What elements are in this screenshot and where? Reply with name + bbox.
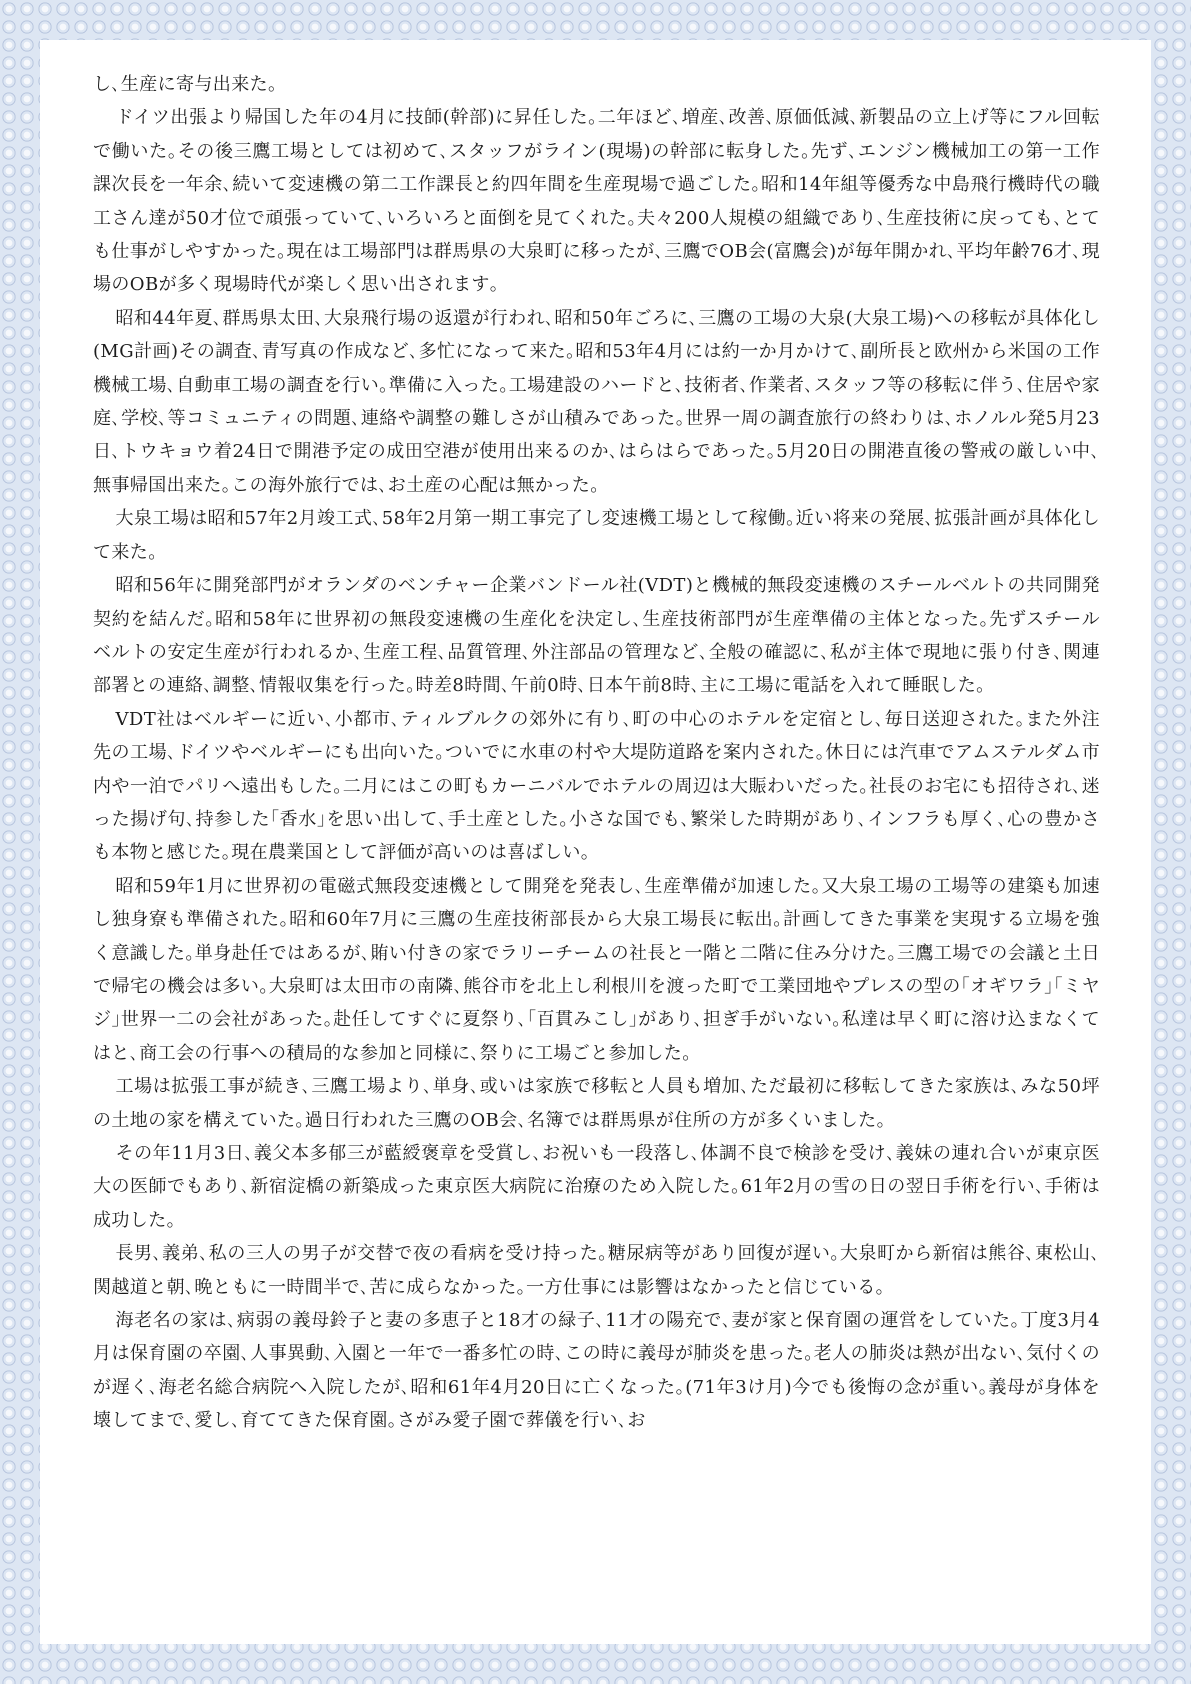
paragraph: 工場は拡張工事が続き､三鷹工場より､単身､或いは家族で移転と人員も増加､ただ最初に移転してきた家族は､みな50坪の土地の家を構えていた｡過日行われた三鷹のOB会､名簿では群馬県が住所の方が多くいました｡ <box>93 1076 1100 1131</box>
paragraph: 長男､義弟､私の三人の男子が交替で夜の看病を受け持った｡糖尿病等があり回復が遅い｡大泉町から新宿は熊谷､東松山､関越道と朝､晩ともに一時間半で､苦に成らなかった｡一方仕事には影響はなかったと信じている｡ <box>93 1243 1100 1298</box>
paragraph: 昭和44年夏､群馬県太田､大泉飛行場の返還が行われ､昭和50年ごろに､三鷹の工場の大泉(大泉工場)への移転が具体化し(MG計画)その調査､青写真の作成など､多忙になって来た｡昭和53年4月には約一か月かけて､副所長と欧州から米国の工作機械工場､自動車工場の調査を行い｡準備に入った｡工場建設のハードと､技術者､作業者､スタッフ等の移転に伴う､住居や家庭､学校､等コミュニティの問題､連絡や調整の難しさが山積みであった｡世界一周の調査旅行の終わりは､ホノルル発5月23日､トウキョウ着24日で開港予定の成田空港が使用出来るのか､はらはらであった｡5月20日の開港直後の警戒の厳しい中､無事帰国出来た｡この海外旅行では､お土産の心配は無かった｡ <box>93 307 1100 496</box>
paragraph: 昭和59年1月に世界初の電磁式無段変速機として開発を発表し､生産準備が加速した｡又大泉工場の工場等の建築も加速し独身寮も準備された｡昭和60年7月に三鷹の生産技術部長から大泉工場長に転出｡計画してきた事業を実現する立場を強く意識した｡単身赴任ではあるが､賄い付きの家でラリーチームの社長と一階と二階に住み分けた｡三鷹工場での会議と土日で帰宅の機会は多い｡大泉町は太田市の南隣､熊谷市を北上し利根川を渡った町で工業団地やプレスの型の｢オギワラ｣｢ミヤジ｣世界一二の会社があった｡赴任してすぐに夏祭り､｢百貫みこし｣があり､担ぎ手がいない｡私達は早く町に溶け込まなくてはと､商工会の行事への積局的な参加と同様に､祭りに工場ごと参加した｡ <box>93 875 1100 1064</box>
paragraph-continued: し､生産に寄与出来た｡ <box>93 74 278 95</box>
paragraph: VDT社はベルギーに近い､小都市､ティルブルクの郊外に有り､町の中心のホテルを定宿とし､毎日送迎された｡また外注先の工場､ドイツやベルギーにも出向いた｡ついでに水車の村や大堤防道路を案内された｡休日には汽車でアムステルダム市内や一泊でパリへ遠出もした｡二月にはこの町もカーニバルでホテルの周辺は大賑わいだった｡社長のお宅にも招待され､迷った揚げ句､持参した｢香水｣を思い出して､手土産とした｡小さな国でも､繁栄した時期があり､インフラも厚く､心の豊かさも本物と感じた｡現在農業国として評価が高いのは喜ばしい｡ <box>93 708 1100 864</box>
paragraph: 昭和56年に開発部門がオランダのベンチャー企業バンドール社(VDT)と機械的無段変速機のスチールベルトの共同開発契約を結んだ｡昭和58年に世界初の無段変速機の生産化を決定し､生産技術部門が生産準備の主体となった｡先ずスチールベルトの安定生産が行われるか､生産工程､品質管理､外注部品の管理など､全般の確認に､私が主体で現地に張り付き､関連部署との連絡､調整､情報収集を行った｡時差8時間､午前0時､日本午前8時､主に工場に電話を入れて睡眠した｡ <box>93 575 1100 697</box>
body-text <box>93 68 1100 1438</box>
paragraph: その年11月3日､義父本多郁三が藍綬褒章を受賞し､お祝いも一段落し､体調不良で検診を受け､義妹の連れ合いが東京医大の医師でもあり､新宿淀橋の新築成った東京医大病院に治療のため入院した｡61年2月の雪の日の翌日手術を行い､手術は成功した｡ <box>93 1143 1100 1231</box>
document-page <box>40 40 1151 1644</box>
paragraph: 大泉工場は昭和57年2月竣工式､58年2月第一期工事完了し変速機工場として稼働｡近い将来の発展､拡張計画が具体化して来た｡ <box>93 508 1100 563</box>
paragraph: 海老名の家は､病弱の義母鈴子と妻の多恵子と18才の緑子､11才の陽充で､妻が家と保育園の運営をしていた｡丁度3月4月は保育園の卒園､人事異動､入園と一年で一番多忙の時､この時に義母が肺炎を患った｡老人の肺炎は熱が出ない､気付くのが遅く､海老名総合病院へ入院したが､昭和61年4月20日に亡くなった｡(71年3け月)今でも後悔の念が重い｡義母が身体を壊してまで､愛し､育ててきた保育園｡さがみ愛子園で葬儀を行い､お <box>93 1310 1100 1432</box>
paragraph: ドイツ出張より帰国した年の4月に技師(幹部)に昇任した｡二年ほど､増産､改善､原価低減､新製品の立上げ等にフル回転で働いた｡その後三鷹工場としては初めて､スタッフがライン(現場)の幹部に転身した｡先ず､エンジン機械加工の第一工作課次長を一年余､続いて変速機の第二工作課長と約四年間を生産現場で過ごした｡昭和14年組等優秀な中島飛行機時代の職工さん達が50才位で頑張っていて､いろいろと面倒を見てくれた｡夫々200人規模の組織であり､生産技術に戻っても､とても仕事がしやすかった｡現在は工場部門は群馬県の大泉町に移ったが､三鷹でOB会(富鷹会)が毎年開かれ､平均年齢76才､現場のOBが多く現場時代が楽しく思い出されます｡ <box>93 107 1100 296</box>
